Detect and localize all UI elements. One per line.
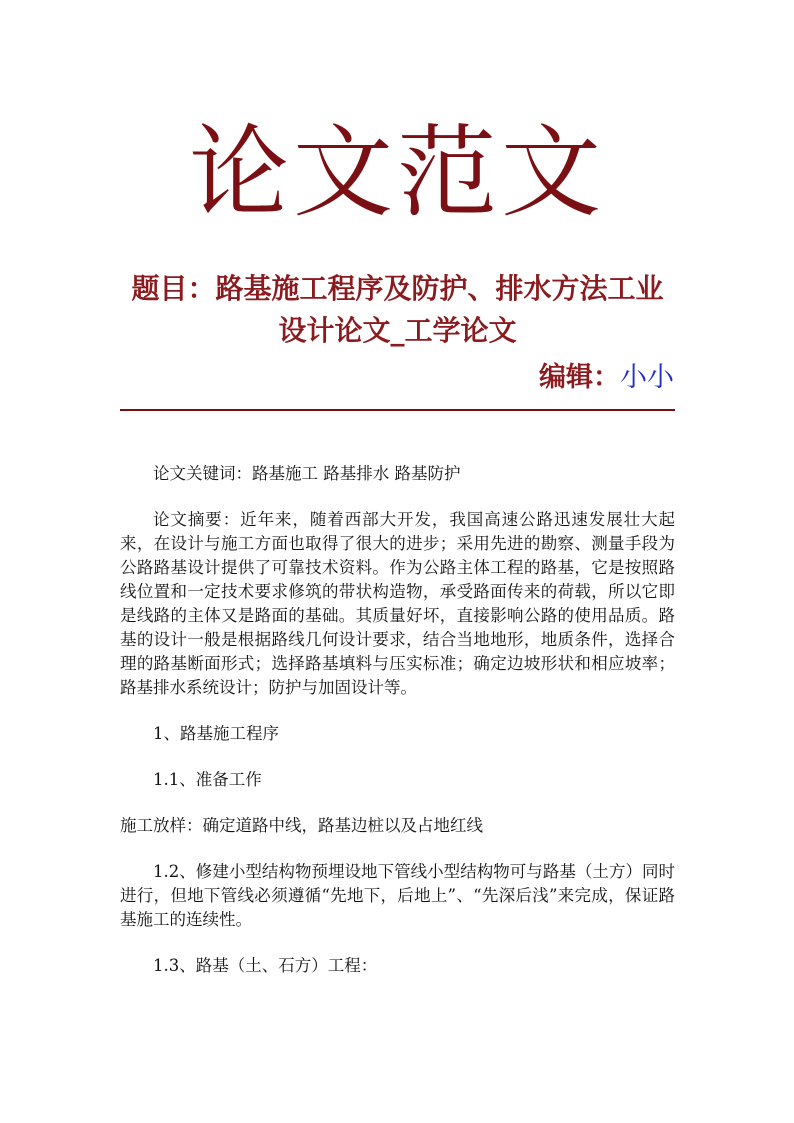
section-heading-1-3: 1.3、路基（土、石方）工程： [153, 956, 378, 975]
abstract-paragraph: 论文摘要：近年来，随着西部大开发，我国高速公路迅速发展壮大起来，在设计与施工方面也取得了很大的进步；采用先进的勘察、测量手段为公路路基设计提供了可靠技术资料。作为公路主体工程的路基，它是按照路线位置和一定技术要求修筑的带状构造物，承受路面传来的荷载，所以它即是线路的主体又是路面的基础。其质量好坏，直接影响公路的使用品质。路基的设计一般是根据路线几何设计要求，结合当地地形，地质条件，选择合理的路基断面形式；选择路基填料与压实标准；确定边坡形状和相应坡率；路基排水系统设计；防护与加固设计等。 [120, 510, 675, 697]
editor-name: 小小 [620, 362, 674, 393]
header-divider [120, 409, 675, 411]
document-body [120, 462, 675, 1000]
document-title: 论文范文 [189, 114, 605, 231]
editor-line [539, 358, 674, 398]
section-1-2-paragraph: 1.2、修建小型结构物预埋设地下管线小型结构物可与路基（土方）同时进行，但地下管线必须遵循“先地下，后地上”、“先深后浅”来完成，保证路基施工的连续性。 [120, 862, 675, 929]
keywords-paragraph: 论文关键词：路基施工 路基排水 路基防护 [153, 464, 461, 483]
section-heading-1-1: 1.1、准备工作 [153, 770, 262, 789]
editor-label: 编辑： [539, 362, 620, 393]
paper-subject: 题目：路基施工程序及防护、排水方法工业设计论文_工学论文 [131, 272, 664, 347]
setout-paragraph: 施工放样：确定道路中线，路基边桩以及占地红线 [120, 816, 483, 835]
section-heading-1: 1、路基施工程序 [153, 724, 279, 743]
